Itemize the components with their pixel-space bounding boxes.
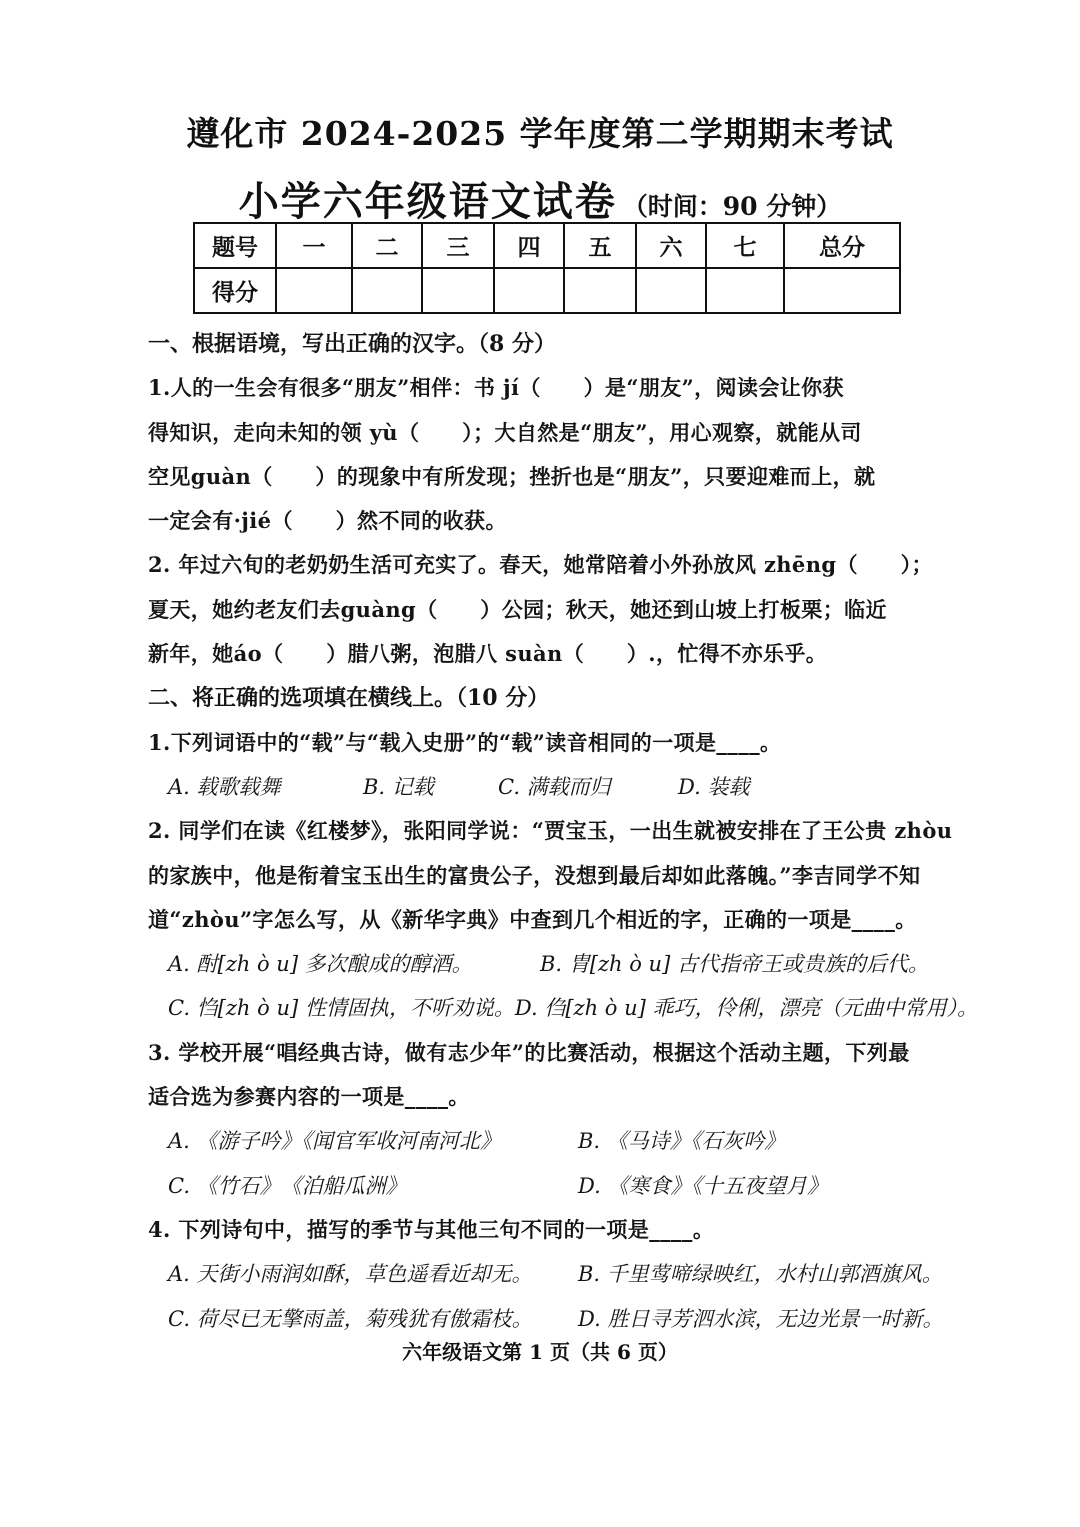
option-d: D. 装载 (678, 774, 750, 799)
score-col-2: 二 (352, 223, 422, 268)
paper-title-main: 小学六年级语文试卷 (238, 179, 617, 225)
option-d: D. 胜日寻芳泗水滨，无边光景一时新。 (578, 1306, 944, 1331)
exam-title-line: 遵化市 2024-2025 学年度第二学期期末考试 (186, 114, 894, 153)
s2-q3-options-row2 (148, 1164, 978, 1208)
score-blank (706, 268, 784, 313)
score-blank (784, 268, 900, 313)
score-col-total: 总分 (784, 223, 900, 268)
score-col-7: 七 (706, 223, 784, 268)
score-col-3: 三 (422, 223, 494, 268)
s2-q3-line: 适合选为参赛内容的一项是____。 (148, 1084, 470, 1110)
score-cell-label: 题号 (194, 223, 276, 268)
s2-q4-options-row1 (148, 1252, 978, 1296)
s1-q1-line: 空见guàn（ ）的现象中有所发现；挫折也是“朋友”，只要迎难而上，就 (148, 463, 876, 489)
s2-q2-line: 的家族中，他是衔着宝玉出生的富贵公子，没想到最后却如此落魄。”李吉同学不知 (148, 862, 921, 888)
section-1-heading: 一、根据语境，写出正确的汉字。（8 分） (148, 331, 556, 357)
s1-q1-line: 得知识，走向未知的领 yù（ ）；大自然是“朋友”，用心观察，就能从司 (148, 419, 862, 445)
s2-q3-options-row1 (148, 1119, 978, 1163)
score-col-4: 四 (494, 223, 564, 268)
s2-q1-options (148, 765, 978, 809)
paper-title (0, 170, 1080, 227)
score-blank (564, 268, 636, 313)
option-b: B. 千里莺啼绿映红，水村山郭酒旗风。 (578, 1262, 943, 1287)
option-b: B. 胄[zh ò u] 古代指帝王或贵族的后代。 (540, 952, 929, 977)
score-table-score-row (194, 268, 900, 313)
s2-q4-options-row2 (148, 1297, 978, 1341)
score-col-6: 六 (636, 223, 706, 268)
score-table-header-row (194, 223, 900, 268)
s1-q2-line: 2. 年过六旬的老奶奶生活可充实了。春天，她常陪着小外孙放风 zhēng（ ）； (148, 552, 933, 578)
option-d: D. 《寒食》《十五夜望月》 (578, 1173, 828, 1198)
option-c: C. 荷尽已无擎雨盖，菊残犹有傲霜枝。 (168, 1306, 533, 1331)
s2-q2-options-row1 (148, 942, 978, 986)
s1-q2-line: 夏天，她约老友们去guàng（ ）公园；秋天，她还到山坡上打板栗；临近 (148, 596, 887, 622)
option-a: A. 《游子吟》《闻官军收河南河北》 (168, 1129, 502, 1154)
page-footer: 六年级语文第 1 页（共 6 页） (402, 1340, 678, 1364)
s1-q1-line: 1.人的一生会有很多“朋友”相伴：书 jí（ ）是“朋友”，阅读会让你获 (148, 375, 844, 401)
s2-q1-stem: 1.下列词语中的“载”与“载入史册”的“载”读音相同的一项是____。 (148, 729, 782, 755)
exam-time: （时间：90 分钟） (622, 192, 842, 221)
option-a: A. 载歌载舞 (168, 774, 281, 799)
score-col-5: 五 (564, 223, 636, 268)
option-c: C. 㤘[zh ò u] 性情固执，不听劝说。 (168, 996, 515, 1021)
exam-content (148, 322, 978, 1341)
s2-q2-line: 道“zhòu”字怎么写，从《新华字典》中查到几个相近的字，正确的一项是____。 (148, 906, 917, 932)
score-blank (422, 268, 494, 313)
option-a: A. 酎[zh ò u] 多次酿成的醇酒。 (168, 952, 473, 977)
score-row-label: 得分 (194, 268, 276, 313)
score-table (193, 222, 901, 314)
option-c: C. 满载而归 (498, 774, 611, 799)
option-c: C. 《竹石》 《泊船瓜洲》 (168, 1173, 407, 1198)
option-a: A. 天街小雨润如酥，草色遥看近却无。 (168, 1262, 533, 1287)
option-b: B. 《马诗》《石灰吟》 (578, 1129, 786, 1154)
score-blank (276, 268, 352, 313)
s1-q2-line: 新年，她áo（ ）腊八粥，泡腊八 suàn（ ）.，忙得不亦乐乎。 (148, 641, 828, 667)
score-blank (352, 268, 422, 313)
s2-q2-options-row2 (148, 986, 978, 1030)
score-col-1: 一 (276, 223, 352, 268)
option-d: D. 㑇[zh ò u] 乖巧，伶俐，漂亮（元曲中常用）。 (514, 996, 978, 1021)
score-blank (636, 268, 706, 313)
s2-q3-line: 3. 学校开展“唱经典古诗，做有志少年”的比赛活动，根据这个活动主题，下列最 (148, 1039, 910, 1065)
s1-q1-line: 一定会有·jié（ ）然不同的收获。 (148, 508, 507, 534)
score-blank (494, 268, 564, 313)
section-2-heading: 二、将正确的选项填在横线上。（10 分） (148, 685, 550, 712)
option-b: B. 记载 (363, 774, 434, 799)
s2-q4-stem: 4. 下列诗句中，描写的季节与其他三句不同的一项是____。 (148, 1216, 715, 1242)
s2-q2-line: 2. 同学们在读《红楼梦》，张阳同学说：“贾宝玉，一出生就被安排在了王公贵 zhòu (148, 818, 953, 844)
